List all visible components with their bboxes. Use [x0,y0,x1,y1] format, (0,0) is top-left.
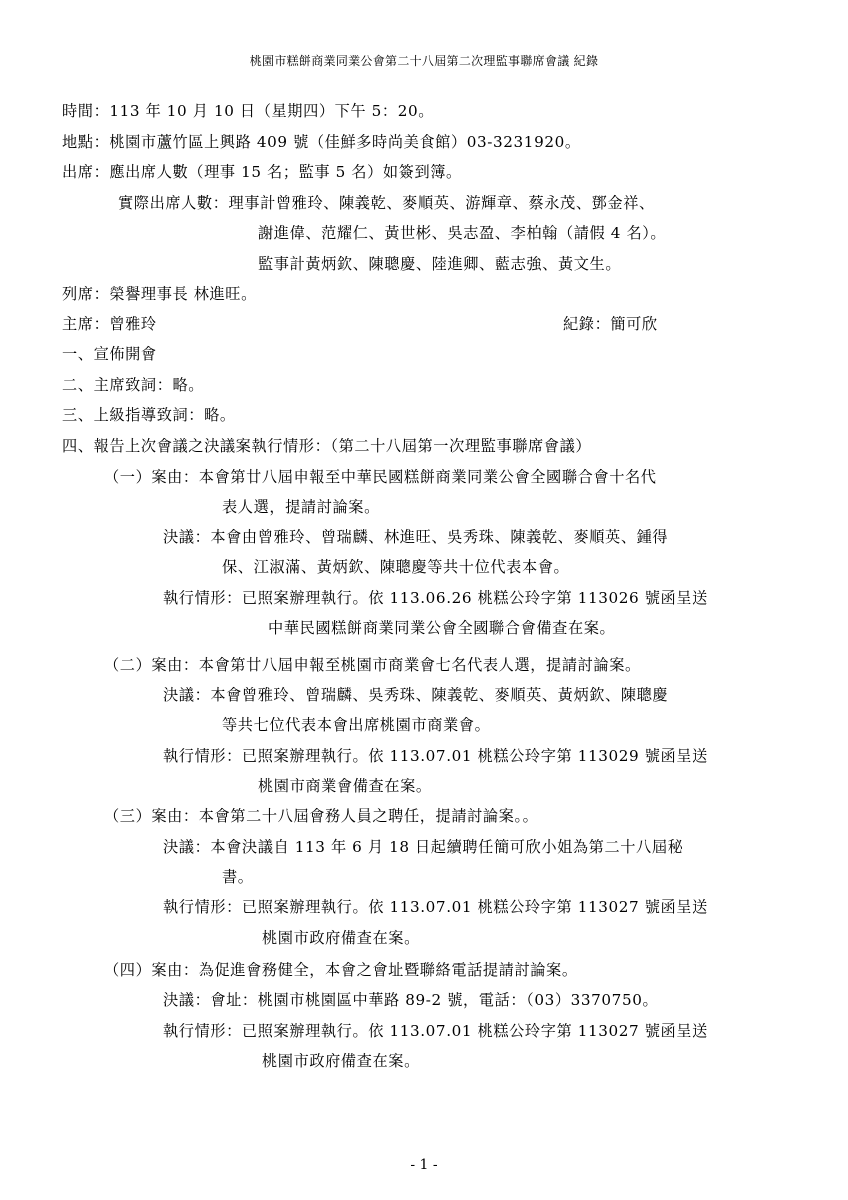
case-1-resolution-cont: 保、江淑滿、黃炳欽、陳聰慶等共十位代表本會。 [222,558,570,576]
actual-attendance-line-3: 監事計黃炳欽、陳聰慶、陸進卿、藍志強、黃文生。 [258,255,622,273]
document-title: 桃園市糕餅商業同業公會第二十八屆第二次理監事聯席會議 紀錄 [249,54,599,68]
case-2-execution: 執行情形：已照案辦理執行。依 113.07.01 桃糕公玲字第 113029 號函呈送 [163,747,708,765]
case-4-reason: （四）案由：為促進會務健全，本會之會址暨聯絡電話提請討論案。 [104,961,578,979]
case-2-reason: （二）案由：本會第廿八屆申報至桃園市商業會七名代表人選，提請討論案。 [104,656,641,674]
case-3-resolution-cont: 書。 [222,868,254,886]
meeting-place: 地點：桃園市蘆竹區上興路 409 號（佳鮮多時尚美食館）03-3231920。 [62,133,581,151]
case-2-resolution: 決議：本會曾雅玲、曾瑞麟、吳秀珠、陳義乾、麥順英、黃炳欽、陳聰慶 [163,686,669,704]
case-3-resolution: 決議：本會決議自 113 年 6 月 18 日起續聘任簡可欣小姐為第二十八屆秘 [163,838,684,856]
case-4-execution-cont: 桃園市政府備查在案。 [262,1052,420,1070]
agenda-item-3: 三、上級指導致詞：略。 [62,406,236,424]
case-3-execution: 執行情形：已照案辦理執行。依 113.07.01 桃糕公玲字第 113027 號函呈送 [163,898,708,916]
case-4-execution: 執行情形：已照案辦理執行。依 113.07.01 桃糕公玲字第 113027 號函呈送 [163,1022,708,1040]
case-1-reason: （一）案由：本會第廿八屆申報至中華民國糕餅商業同業公會全國聯合會十名代 [104,468,657,486]
case-3-execution-cont: 桃園市政府備查在案。 [262,929,420,947]
case-3-reason: （三）案由：本會第二十八屆會務人員之聘任，提請討論案。。 [104,807,539,825]
page-number: - 1 - [410,1157,438,1173]
observer-line: 列席：榮譽理事長 林進旺。 [62,285,257,303]
actual-attendance-line-2: 謝進偉、范耀仁、黃世彬、吳志盈、李柏翰（請假 4 名）。 [258,224,667,242]
actual-attendance-line-1: 實際出席人數：理事計曾雅玲、陳義乾、麥順英、游輝章、蔡永茂、鄧金祥、 [118,194,655,212]
case-1-resolution: 決議：本會由曾雅玲、曾瑞麟、林進旺、吳秀珠、陳義乾、麥順英、鍾得 [163,528,669,546]
case-1-execution: 執行情形：已照案辦理執行。依 113.06.26 桃糕公玲字第 113026 號函呈送 [163,589,708,607]
meeting-time: 時間：113 年 10 月 10 日（星期四）下午 5：20。 [62,102,435,120]
case-2-execution-cont: 桃園市商業會備查在案。 [258,777,432,795]
case-2-resolution-cont: 等共七位代表本會出席桃園市商業會。 [222,716,491,734]
case-1-execution-cont: 中華民國糕餅商業同業公會全國聯合會備查在案。 [268,619,616,637]
attendance-required: 出席：應出席人數（理事 15 名；監事 5 名）如簽到簿。 [62,163,462,181]
case-4-resolution: 決議：會址：桃園市桃園區中華路 89-2 號，電話：（03）3370750。 [163,991,659,1009]
recorder-line: 紀錄：簡可欣 [563,315,658,333]
agenda-item-2: 二、主席致詞：略。 [62,376,205,394]
agenda-item-1: 一、宣佈開會 [62,345,157,363]
chair-line: 主席：曾雅玲 [62,315,157,333]
case-1-reason-cont: 表人選，提請討論案。 [222,498,380,516]
agenda-item-4: 四、報告上次會議之決議案執行情形：（第二十八屆第一次理監事聯席會議） [62,437,592,455]
